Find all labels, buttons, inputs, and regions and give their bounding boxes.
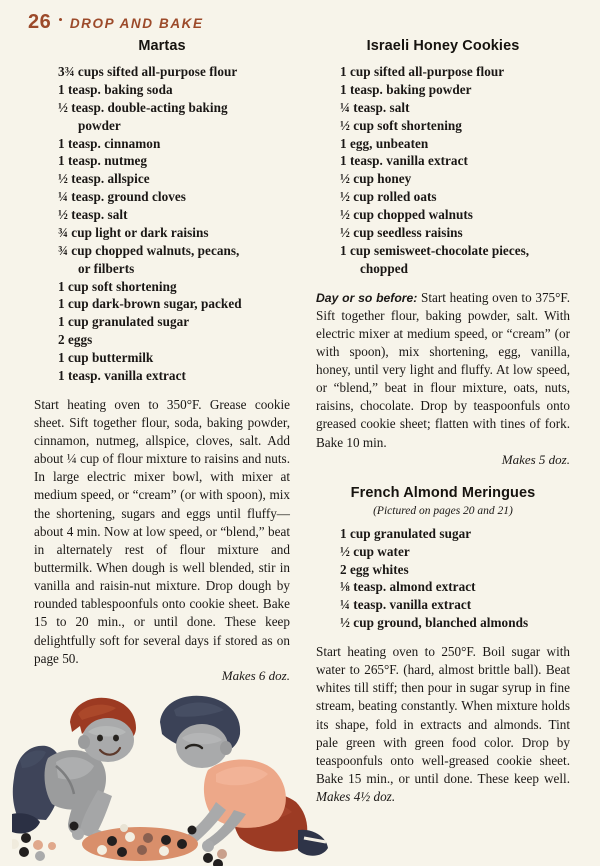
ingredient-item: 1 cup granulated sugar [340, 525, 472, 541]
marble-in-hand [188, 826, 197, 835]
marble [217, 849, 227, 859]
marble [48, 842, 56, 850]
yield-israeli-honey-cookies: Makes 5 doz. [501, 451, 570, 467]
ingredient-item: ½ teasp. salt [58, 207, 128, 222]
marble [97, 845, 107, 855]
marble [161, 835, 171, 845]
ingredient-item: ⅛ teasp. almond extract [340, 579, 476, 595]
ingredient-item: 1 teasp. nutmeg [58, 153, 148, 169]
marble [143, 833, 153, 843]
marbles-scattered-left [12, 833, 56, 861]
ingredient-text: ½ teasp. double-acting baking [58, 99, 228, 115]
ingredient-item: 1 teasp. vanilla extract [58, 367, 186, 383]
ingredient-continuation: powder [78, 117, 121, 133]
marble [177, 839, 187, 849]
method-text-israeli-honey-cookies [316, 289, 570, 452]
ingredient-list-martas [34, 63, 290, 385]
ingredient-item: 1 teasp. baking powder [340, 81, 472, 97]
marble [33, 840, 43, 850]
ingredient-item: 1 teasp. cinnamon [58, 135, 161, 151]
marble [137, 845, 147, 855]
left-child-eye-right [113, 735, 119, 742]
recipe-subtitle-french-almond-meringues: (Pictured on pages 20 and 21) [373, 504, 513, 517]
marble [203, 853, 213, 863]
ingredient-item: ¾ cup light or dark raisins [58, 224, 209, 240]
marble [21, 833, 31, 843]
ingredient-item: ½ cup water [340, 543, 410, 559]
running-head-separator: • [58, 12, 63, 27]
marble [117, 847, 127, 857]
marble-in-hand [70, 822, 79, 831]
ingredient-text: ¾ cup chopped walnuts, pecans, [58, 242, 240, 258]
ingredient-item: 1 egg, unbeaten [340, 135, 429, 151]
ingredient-item: ½ cup honey [340, 171, 412, 187]
ingredient-item: ¼ teasp. ground cloves [58, 189, 186, 205]
ingredient-item [58, 99, 290, 135]
right-child-hand-2 [202, 840, 214, 852]
right-child-face [176, 724, 228, 768]
ingredient-item: 1 cup sifted all-purpose flour [340, 64, 505, 79]
ingredient-item: 1 teasp. baking soda [58, 81, 173, 97]
illustration-children-playing-marbles [12, 686, 332, 866]
ingredient-item: 1 teasp. vanilla extract [340, 153, 468, 169]
ingredient-list-israeli-honey-cookies [316, 63, 570, 278]
method-text-martas: Start heating oven to 350°F. Grease cookie sheet. Sift together flour, soda, baking powder, cinnamon, nutmeg, allspice, cloves, salt. Add about ¼ cup of flour mixture to raisins and nuts. In large electric mixer bowl, with mixer at medium speed, or “cream” (or with spoon), mix the shortening, sugars and eggs until fluffy—about 4 min. Now at low speed, or “blend,” beat in alternately rest of flour mixture and buttermilk. When dough is well blended, stir in vanilla and raisin-nut mixture. Drop dough by rounded tablespoonfuls onto cookie sheet. Bake 15 to 20 min., or until done. These keep delightfully soft for several days if stored as on page 50. [34, 396, 290, 666]
ingredient-item: ½ cup soft shortening [340, 117, 462, 133]
ingredient-text: 1 cup semisweet-chocolate pieces, [340, 242, 530, 258]
recipe-title-martas: Martas [138, 38, 186, 54]
ingredient-item: 3¾ cups sifted all-purpose flour [58, 64, 238, 79]
ingredient-list-french-almond-meringues [316, 525, 570, 632]
marble-in-hand [120, 824, 128, 832]
marble [159, 846, 169, 856]
right-child [160, 696, 328, 856]
method-body: Start heating oven to 250°F. Boil sugar with water to 265°F. (hard, almost brittle ball). Beat whites till stiff; then pour in sugar syrup in fine stream, beating constantly. When mixture holds its shape, fold in extracts and almonds. Tint pale green with green food color. Drop by teaspoonfuls onto well-greased cookie sheet. Bake 15 min., or until done. These keep well. [316, 644, 570, 786]
method-body: Start heating oven to 375°F. Sift together flour, baking powder, salt. With electric mixer at medium speed, or “cream” (or with spoon), mix shortening, egg, vanilla, honey, until very light and fluffy. At low speed, or “blend,” beat in flour mixture, oats, nuts, raisins, chocolate. Drop by teaspoonfuls onto greased cookie sheet; flatten with tines of fork. Bake 10 min. [316, 289, 570, 450]
recipe-title-french-almond-meringues: French Almond Meringues [350, 484, 536, 501]
ingredient-item [58, 242, 290, 278]
recipe-title-israeli-honey-cookies: Israeli Honey Cookies [366, 38, 520, 54]
ingredient-item [340, 242, 570, 278]
marble [125, 832, 135, 842]
right-column [316, 38, 570, 806]
marble [107, 836, 117, 846]
left-child-ear [78, 735, 90, 749]
ingredient-item: 2 egg whites [340, 561, 409, 577]
ingredient-item: 1 cup buttermilk [58, 350, 154, 365]
ingredient-item: ½ cup seedless raisins [340, 224, 463, 240]
marble [19, 847, 29, 857]
marbles-illustration-svg [12, 686, 332, 866]
method-leadin: Day or so before: [316, 290, 418, 305]
ingredient-item: ¼ teasp. salt [340, 99, 410, 115]
right-child-ear [220, 741, 232, 755]
section-spacer [316, 468, 570, 485]
marble [213, 859, 223, 866]
ingredient-item: 2 eggs [58, 332, 93, 348]
ingredient-item: 1 cup dark-brown sugar, packed [58, 296, 242, 312]
marble [12, 839, 19, 849]
left-child [12, 698, 136, 842]
marble [35, 851, 45, 861]
ingredient-item: ¼ teasp. vanilla extract [340, 597, 472, 613]
ingredient-item: ½ cup ground, blanched almonds [340, 615, 529, 631]
running-head-title: DROP AND BAKE [69, 16, 204, 31]
ingredient-item: ½ cup chopped walnuts [340, 207, 473, 222]
ingredient-item: ½ cup rolled oats [340, 189, 437, 205]
yield-french-almond-meringues: Makes 4½ doz. [316, 789, 396, 805]
method-text-french-almond-meringues [316, 643, 570, 806]
ingredient-item: 1 cup granulated sugar [58, 314, 190, 330]
left-child-eye-left [97, 735, 103, 742]
page-number: 26 [28, 11, 52, 33]
ingredient-item: 1 cup soft shortening [58, 278, 177, 294]
ingredient-continuation: or filberts [78, 260, 135, 276]
ingredient-item: ½ teasp. allspice [58, 171, 150, 187]
ingredient-continuation: chopped [360, 260, 408, 276]
yield-martas: Makes 6 doz. [221, 667, 290, 683]
running-head [28, 12, 204, 32]
